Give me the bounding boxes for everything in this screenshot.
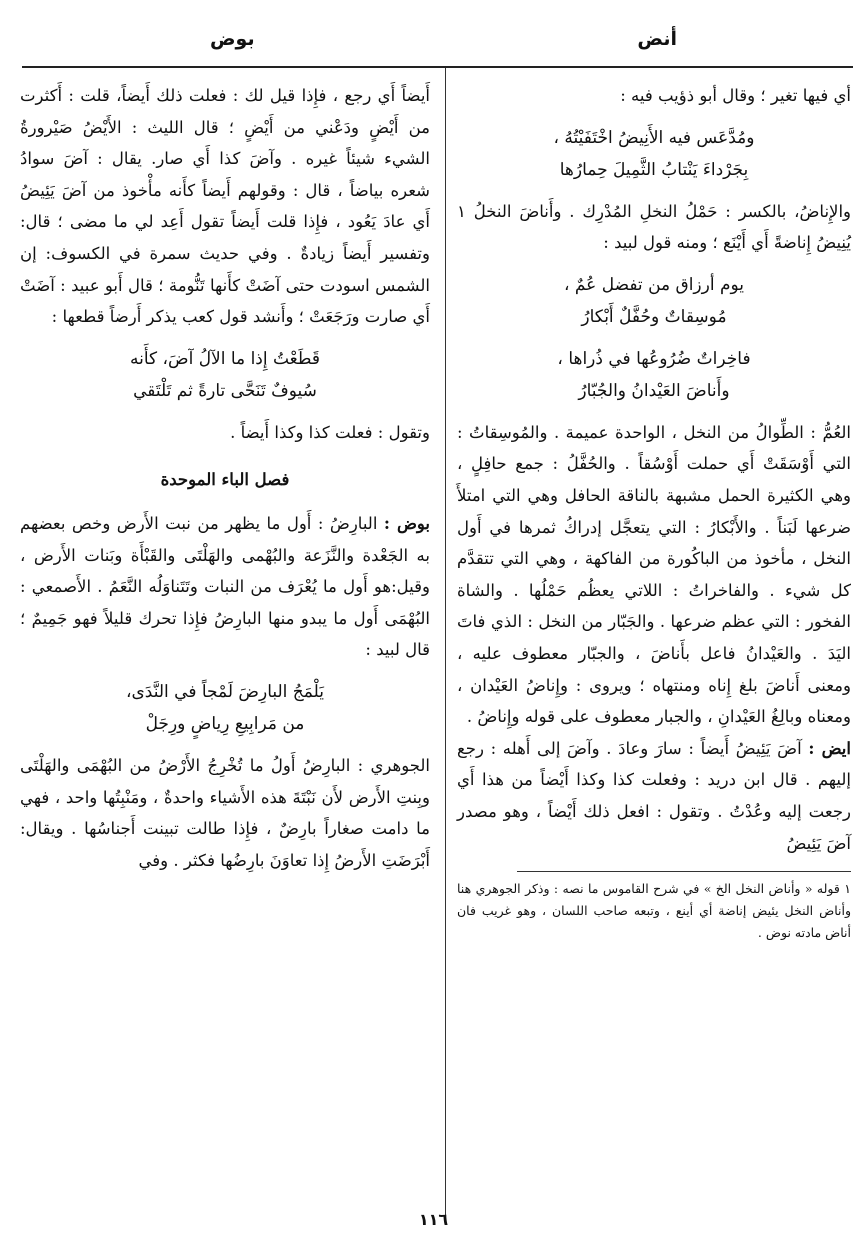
entry-headword: ايض :: [808, 738, 851, 758]
verse-line: ومُدَّعَس فيه الأَنِيضُ اخْتَفَيْتُهُ ،: [553, 127, 755, 148]
verse: [457, 343, 851, 407]
paragraph: وتقول : فعلت كذا وكذا أَيضاً .: [230, 422, 430, 442]
entry-text: آضَ يَئِيضُ أَيضاً : سارَ وعادَ . وآضَ إلى أَهله : رجع إليهم . قال ابن دريد : وفعلت كذا وكذا أَيْضاً من هذا أَي رجعت إليه وعُدْتُ . وتقول : افعل ذلك أَيْضاً ، وهو مصدر آضَ يَئِيضُ: [457, 738, 851, 853]
entry-text: البارِضُ : أَول ما يظهر من نبت الأَرض وخص بعضهم به الجَعْدة والنَّزَعة والبُهْمى والهَلْتَى والقَبْأَة وبَنات الأَرض ، وقيل:هو أَول ما يُعْرَف من النبات وتَتَناوَلُه النَّعَمُ . الأَصمعي : البُهْمَى أَول ما يبدو منها البارِضُ فإِذا تحرك قليلاً فهو جَمِيمٌ ؛ قال لبيد :: [20, 513, 430, 660]
verse-line: مُوسِقاتٌ وحُفَّلٌ أَبْكارُ: [581, 306, 727, 327]
entry: [20, 508, 430, 666]
verse-line: من مَرابِيعِ رِياضٍ ورِجَلْ: [145, 713, 305, 734]
section-title: فصل الباء الموحدة: [160, 470, 290, 490]
verse-line: يَلْمَجُ البارِضَ لَمْجاً في النَّدَى،: [126, 681, 324, 702]
verse: [457, 122, 851, 186]
paragraph: الجوهري : البارِضُ أَولُ ما تُخْرِجُ الأَرْضُ من البُهْمَى والهَلْتَى وبِنتِ الأَرض لأَن نَبْتَةَ هذه الأَشياء واحدةٌ ، ومَنْبِتُها واحد ، فهي ما دامت صغاراً بارِضٌ ، فإِذا طالت تبينت أَجناسُها . ويقال: أَبْرَضَتِ الأَرضُ إِذا تعاوَنَ بارِضُها فكثر . وفي: [20, 755, 430, 870]
header-title-right: أنض: [637, 28, 677, 50]
verse: [20, 676, 430, 740]
entry: [457, 733, 851, 859]
column-divider: [445, 68, 446, 1218]
paragraph: والإِناضُ، بالكسر : حَمْلُ النخلِ المُدْرِك . وأَناضَ النخلُ ١ يُنِيضُ إِناضةً أَي أَيْنَع ؛ ومنه قول لبيد :: [457, 201, 851, 253]
paragraph: أي فيها تغير ؛ وقال أبو ذؤيب فيه :: [620, 86, 851, 105]
page-number: ١١٦: [418, 1210, 449, 1229]
footnote: ١ قوله « وأناض النخل الخ » في شرح القاموس ما نصه : وذكر الجوهري هنا وأناض النخل يئيض إناضة أي أينع ، وتبعه صاحب اللسان ، وهو غريب فان أناض مادته نوض .: [457, 881, 851, 941]
verse: [457, 269, 851, 333]
verse-line: سُيوفٌ تَنَحَّى تارةً ثم تَلْتَقي: [133, 380, 317, 401]
verse-line: قَطَعْتُ إِذا ما الآلُ آضَ، كأَنه: [130, 348, 320, 369]
verse-line: يوم أرزاق من تفضل عُمٌ ،: [563, 274, 745, 295]
verse-line: فاخِراتٌ ضُرُوعُها في ذُراها ،: [557, 348, 751, 369]
entry-headword: بوض :: [383, 513, 431, 533]
header-rule: [22, 66, 853, 68]
right-column: [457, 80, 851, 944]
left-column: [20, 80, 430, 876]
verse: [20, 343, 430, 407]
paragraph: العُمُّ : الطِّوالُ من النخل ، الواحدة عميمة . والمُوسِقاتُ : التي أَوْسَقَتْ أَي حملت أَوْسُقاً . والحُفَّلُ : جمع حافِلٍ ، وهي الكثيرة الحمل مشبهة بالناقة الحافل وهي التي امتلأَ ضرعها لَبَناً . والأَبْكارُ : التي يتعجَّل إدراكُ ثمرها في أَول النخل ، مأخوذ من الباكُورة من الفاكهة ، وهي التي تتقدَّم كل شيء . والفاخراتُ : اللاتي يعظُم حَمْلُها . والشاة الفخور : التي عظم ضرعها . والجَبّار من النخل : الذي فاتَ اليَدَ . والعَيْدانُ فاعل بأَناضَ ، والجبّار معطوف عليه ، ومعنى أَناضَ بلغ إِناه ومنتهاه ؛ ويروى : وإِناضُ العَيْدان ، ومعناه وبالِغُ العَيْدانِ ، والجبار معطوف على قوله وإِناضُ .: [457, 422, 851, 727]
verse-line: بِجَرْداءَ يَنْتابُ الثَّمِيلَ حِمارُها: [559, 159, 749, 180]
verse-line: وأَناضَ العَيْدانُ والجُبّارُ: [578, 380, 730, 401]
footnote-rule: [517, 871, 851, 872]
paragraph: أَيضاً أَي رجع ، فإِذا قيل لك : فعلت ذلك أَيضاً، قلت : أَكثرت من أَيْضٍ ودَعْني من أَيْضٍ ؛ قال الليث : الأَيْضُ صَيْرورةُ الشيء شيئاً غيره . وآضَ كذا أَي صار. يقال : آضَ سوادُ شعره بياضاً ، قال : وقولهم أَيضاً كأَنه مأْخوذ من آضَ يَئِيضُ أَي عادَ يَعُود ، فإِذا قلت أَيضاً تقول أَعِد لي ما مضى ؛ قال: وتفسير أَيضاً زيادةٌ . وفي حديث سمرة في الكسوف: إن الشمس اسودت حتى آضَتْ كأَنها تَنُّومة ؛ قال أَبو عبيد : آضَتْ أَي صارت ورَجَعَتْ ؛ وأَنشد قول كعب يذكر أَرضاً قطعها :: [20, 86, 430, 327]
header-title-left: بوض: [210, 28, 255, 50]
